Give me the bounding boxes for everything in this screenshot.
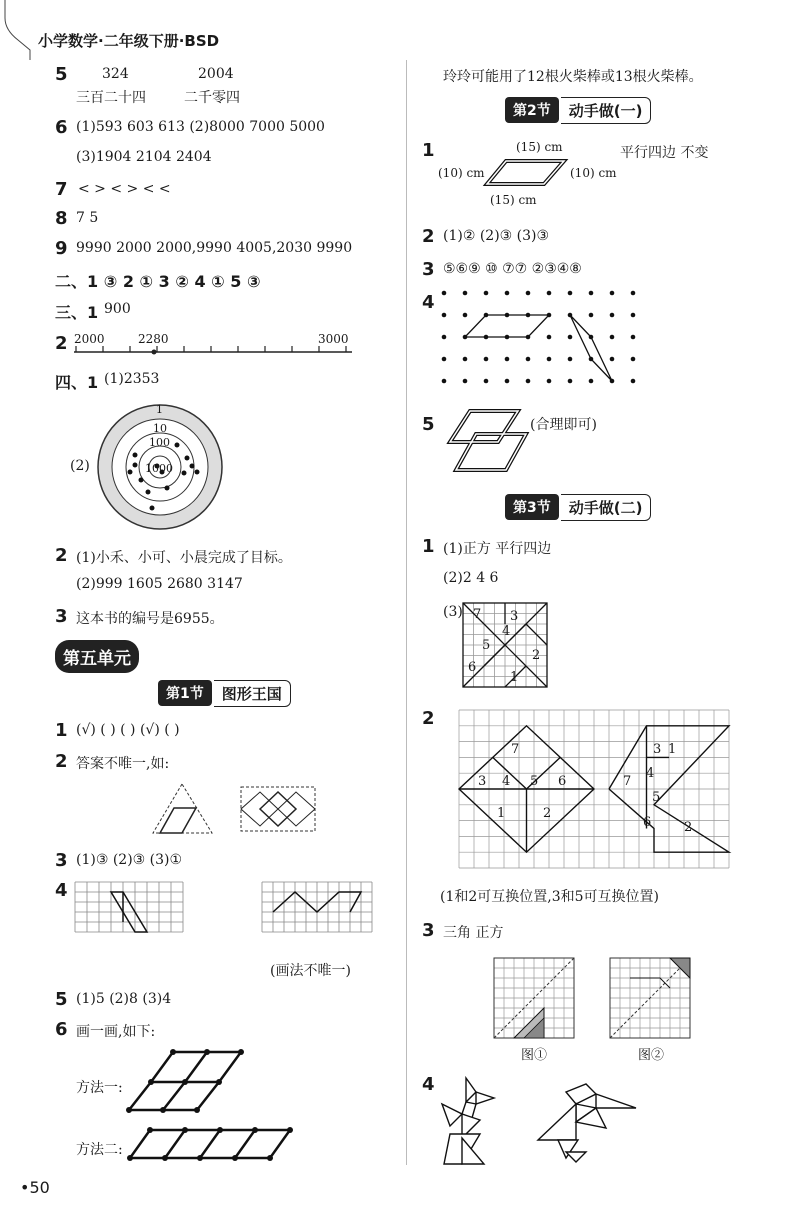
s2-left-2: 2 <box>543 806 552 821</box>
q7-text: < > < > < < <box>78 181 171 197</box>
section-2-tag: 第2节 <box>505 97 559 123</box>
section-2-heading <box>505 97 651 123</box>
grid-dot <box>547 379 552 384</box>
grid-dot <box>442 379 447 384</box>
r5-number: 5 <box>422 414 435 435</box>
grid-dot <box>610 291 615 296</box>
tangram-num-4: 4 <box>502 624 511 639</box>
si1-number: 四、1 <box>55 373 99 392</box>
grid-dot <box>463 357 468 362</box>
page-number: •50 <box>20 1178 50 1197</box>
san1-text: 900 <box>104 301 131 317</box>
grid-dot <box>589 379 594 384</box>
s1-line1: (1)正方 平行四边 <box>443 541 552 557</box>
grid-dot <box>547 357 552 362</box>
r3-number: 3 <box>422 259 435 280</box>
grid-dot <box>442 313 447 318</box>
r2-number: 2 <box>422 226 435 247</box>
matchstick-method-2 <box>126 1126 296 1162</box>
q9-number: 9 <box>55 238 68 259</box>
r1-left-label: (10) cm <box>438 166 485 180</box>
tangram-num-5: 5 <box>482 638 491 653</box>
grid-dot <box>610 357 615 362</box>
s2-right-2: 2 <box>684 820 693 835</box>
si2-line2: (2)999 1605 2680 3147 <box>76 576 243 592</box>
figure-2-grid <box>610 958 692 1040</box>
stick-parallelogram <box>484 158 568 188</box>
tangram-num-2: 2 <box>532 648 541 663</box>
s2-left-3: 3 <box>478 774 487 789</box>
target-label: (2) <box>70 458 90 474</box>
dot-parallelogram-2 <box>570 315 612 381</box>
s2-number: 2 <box>422 708 435 729</box>
s1-number: 1 <box>422 536 435 557</box>
grid-dot <box>463 379 468 384</box>
g6-number: 6 <box>55 1019 68 1040</box>
q6-number: 6 <box>55 117 68 138</box>
s3-text: 三角 正方 <box>443 925 504 941</box>
san2-number: 2 <box>55 333 68 354</box>
ring-label-1: 1 <box>156 403 163 416</box>
r1-right-label: (10) cm <box>570 166 617 180</box>
san1-number: 三、1 <box>55 303 99 322</box>
grid-dot <box>568 335 573 340</box>
grid-dot <box>505 379 510 384</box>
q7-number: 7 <box>55 179 68 200</box>
grid-dot <box>526 379 531 384</box>
grid-dot <box>463 313 468 318</box>
s2-right-1: 1 <box>668 742 677 757</box>
grid-dot <box>589 313 594 318</box>
tangram-num-6: 6 <box>468 660 477 675</box>
ring-label-1000: 1000 <box>145 462 173 475</box>
g3-number: 3 <box>55 850 68 871</box>
numberline-label-2000: 2000 <box>74 332 105 346</box>
s2-left-4: 4 <box>502 774 511 789</box>
s2-left-6: 6 <box>558 774 567 789</box>
si2-line1: (1)小禾、小可、小晨完成了目标。 <box>76 550 292 566</box>
grid-dot <box>484 291 489 296</box>
grid-dot <box>568 379 573 384</box>
s2-right-3: 3 <box>653 742 662 757</box>
si2-number: 2 <box>55 545 68 566</box>
s2-right-5: 5 <box>652 790 661 805</box>
grid-dot <box>505 291 510 296</box>
method2-label: 方法二: <box>76 1142 123 1158</box>
grid-dot <box>631 379 636 384</box>
grid-dot <box>484 357 489 362</box>
dot-grid <box>440 289 640 389</box>
section-1-heading <box>158 680 291 706</box>
figure-1-label: 图① <box>521 1048 548 1063</box>
s2-right-7: 7 <box>623 774 632 789</box>
tangram-num-7: 7 <box>473 607 482 622</box>
tangram-num-3: 3 <box>510 609 519 624</box>
section-3-heading <box>505 494 651 520</box>
r2-text: (1)② (2)③ (3)③ <box>443 228 550 244</box>
q9-text: 9990 2000 2000,9990 4005,2030 9990 <box>76 240 353 256</box>
s2-right-6: 6 <box>643 815 652 830</box>
ring-label-100: 100 <box>149 436 170 449</box>
grid-dot <box>568 357 573 362</box>
si3-number: 3 <box>55 606 68 627</box>
ring-label-10: 10 <box>153 422 167 435</box>
r1-number: 1 <box>422 140 435 161</box>
s2-left-7: 7 <box>511 742 520 757</box>
g5-text: (1)5 (2)8 (3)4 <box>76 991 172 1007</box>
unit-title: 第五单元 <box>55 640 139 673</box>
grid-dot <box>631 291 636 296</box>
q5-number: 5 <box>55 64 68 85</box>
q6-line1: (1)593 603 613 (2)8000 7000 5000 <box>76 119 325 135</box>
grid-dot <box>526 357 531 362</box>
r1-top-label: (15) cm <box>516 140 563 154</box>
q6-line2: (3)1904 2104 2404 <box>76 149 212 165</box>
numberline-label-3000: 3000 <box>318 332 349 346</box>
rhombus-figure <box>240 786 316 832</box>
figure-1-grid <box>494 958 576 1040</box>
numberline-label-2280: 2280 <box>138 332 169 346</box>
g1-number: 1 <box>55 720 68 741</box>
r5-text: (合理即可) <box>530 417 597 433</box>
grid-dot <box>463 291 468 296</box>
grid-figure-zigzag <box>262 882 374 934</box>
g6-text: 画一画,如下: <box>76 1024 156 1040</box>
s2-right-4: 4 <box>646 766 655 781</box>
g5-number: 5 <box>55 989 68 1010</box>
grid-dot <box>547 291 552 296</box>
grid-dot <box>589 291 594 296</box>
column-divider <box>406 60 407 1165</box>
g3-text: (1)③ (2)③ (3)① <box>76 852 183 868</box>
si1-text: (1)2353 <box>104 371 160 387</box>
overlapping-parallelograms <box>440 408 532 474</box>
grid-dot <box>631 357 636 362</box>
q5-a1: 324 <box>102 66 129 82</box>
grid-figure-parallelogram <box>75 882 185 934</box>
grid-dot <box>505 357 510 362</box>
q5-b2: 二千零四 <box>184 90 240 106</box>
r1-answer: 平行四边 不变 <box>620 145 709 161</box>
grid-dot <box>547 335 552 340</box>
section-1-tag: 第1节 <box>158 680 212 706</box>
section-2-title: 动手做(一) <box>561 97 652 124</box>
g2-number: 2 <box>55 751 68 772</box>
s3-number: 3 <box>422 920 435 941</box>
r1-bottom-label: (15) cm <box>490 193 537 207</box>
q5-b1: 三百二十四 <box>76 90 146 106</box>
s1-line2: (2)2 4 6 <box>443 570 499 586</box>
s1-line3: (3) <box>443 604 463 620</box>
grid-dot <box>526 291 531 296</box>
q8-text: 7 5 <box>76 210 99 226</box>
r4-number: 4 <box>422 292 435 313</box>
tangram-rabbit <box>440 1074 496 1166</box>
tangram-bird <box>536 1082 638 1162</box>
method1-label: 方法一: <box>76 1080 123 1096</box>
tangram-big-grid <box>459 710 731 870</box>
number-line <box>74 346 354 358</box>
grid-dot <box>442 357 447 362</box>
section-3-tag: 第3节 <box>505 494 559 520</box>
g4-number: 4 <box>55 880 68 901</box>
q8-number: 8 <box>55 208 68 229</box>
s2-note: (1和2可互换位置,3和5可互换位置) <box>440 889 660 905</box>
grid-dot <box>442 291 447 296</box>
grid-dot <box>631 335 636 340</box>
s2-left-5: 5 <box>530 774 539 789</box>
g1-text: (√) ( ) ( ) (√) ( ) <box>76 722 180 738</box>
section-3-title: 动手做(二) <box>561 494 652 521</box>
g2-text: 答案不唯一,如: <box>76 756 170 772</box>
grid-dot <box>484 379 489 384</box>
dot-parallelogram-1 <box>465 315 549 337</box>
figure-2-label: 图② <box>638 1048 665 1063</box>
matchstick-method-1 <box>125 1048 245 1114</box>
grid-dot <box>568 291 573 296</box>
triangle-figure <box>152 783 214 835</box>
g4-note: (画法不唯一) <box>270 963 351 979</box>
section-1-title: 图形王国 <box>214 680 291 707</box>
grid-dot <box>610 335 615 340</box>
grid-dot <box>631 313 636 318</box>
s4-number: 4 <box>422 1074 435 1095</box>
si3-text: 这本书的编号是6955。 <box>76 611 224 627</box>
r3-text: ⑤⑥⑨ ⑩ ⑦⑦ ②③④⑧ <box>443 261 582 277</box>
s2-left-1: 1 <box>497 806 506 821</box>
grid-dot <box>610 313 615 318</box>
right-top-text: 玲玲可能用了12根火柴棒或13根火柴棒。 <box>443 69 703 85</box>
q5-a2: 2004 <box>198 66 234 82</box>
grid-dot <box>442 335 447 340</box>
tangram-num-1: 1 <box>510 670 519 685</box>
book-title: 小学数学·二年级下册·BSD <box>38 32 220 50</box>
er-answers: 二、1 ③ 2 ① 3 ② 4 ① 5 ③ <box>55 272 261 291</box>
